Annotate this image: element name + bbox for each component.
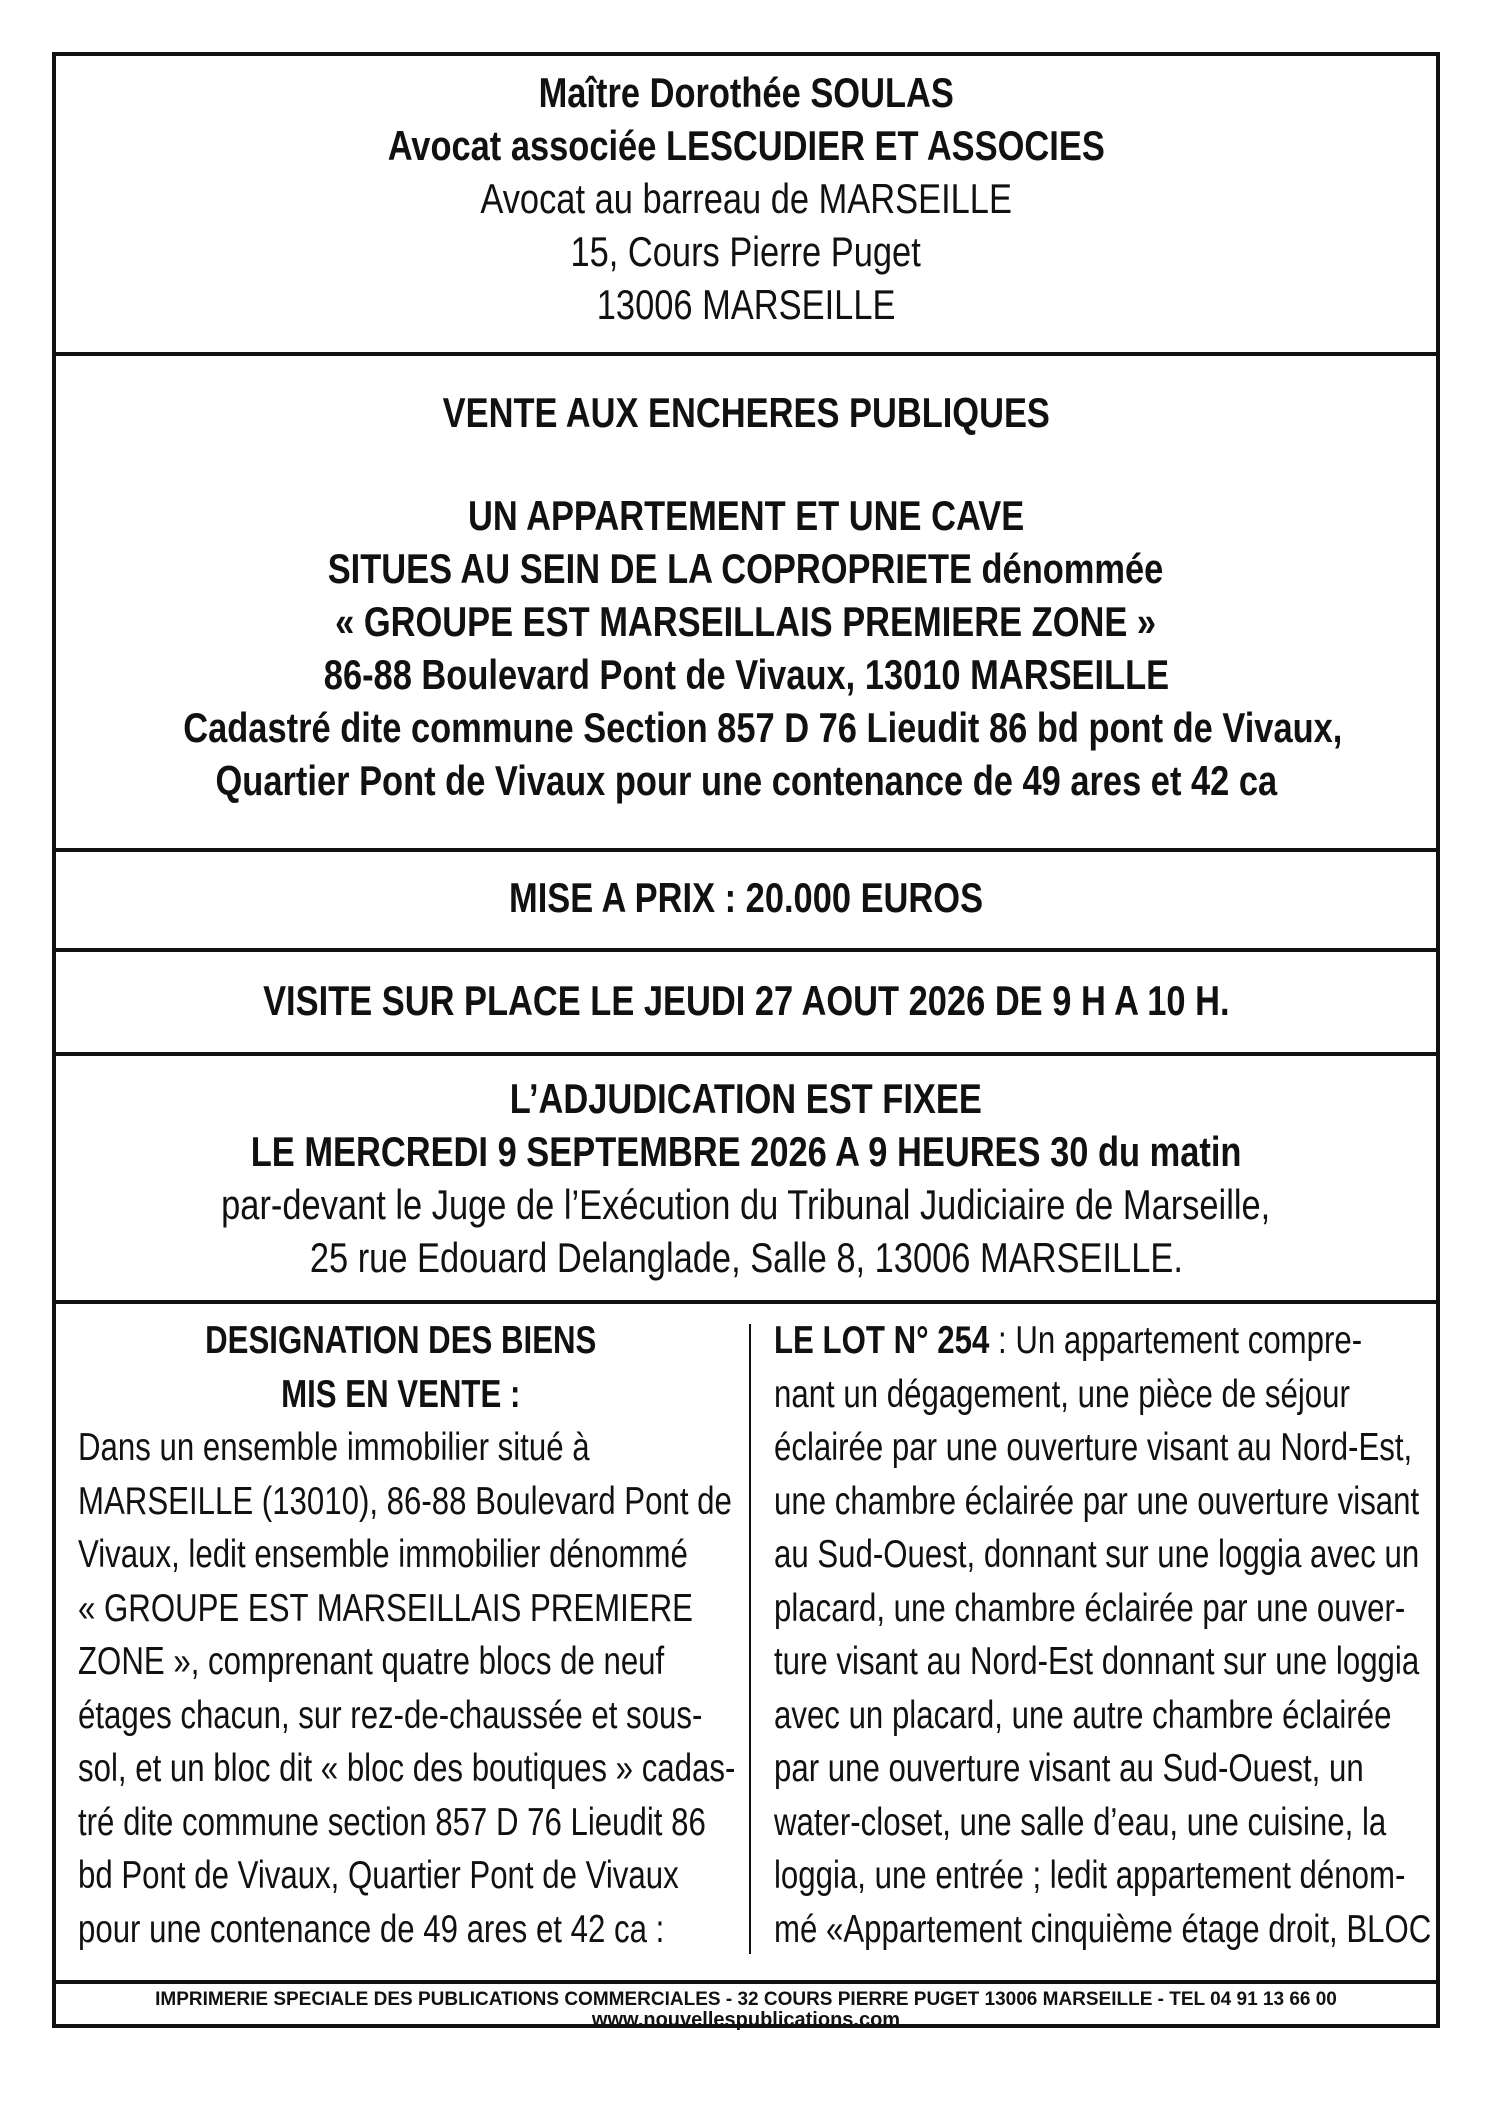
designation-line: étages chacun, sur rez-de-chaussée et sous- [78,1693,703,1737]
sale-line-5-text: Cadastré dite commune Section 857 D 76 Lieudit 86 bd pont de Vivaux, [183,704,1343,751]
visit-info-text: VISITE SUR PLACE LE JEUDI 27 AOUT 2026 DE 9 H A 10 H. [262,977,1230,1024]
designation-line: bd Pont de Vivaux, Quartier Pont de Vivaux [78,1854,679,1897]
lawyer-name [56,66,1436,119]
lawyer-city [56,278,1436,331]
adjudication-address [56,1231,1436,1284]
designation-line: « GROUPE EST MARSEILLAIS PREMIERE [78,1586,693,1630]
sale-line-6-text: Quartier Pont de Vivaux pour une contenance de 49 ares et 42 ca [215,757,1277,804]
lot-line: ture visant au Nord-Est donnant sur une loggia [774,1640,1420,1683]
sale-line-1-text: UN APPARTEMENT ET UNE CAVE [467,492,1025,539]
designation-heading-2-text: MIS EN VENTE : [281,1372,521,1416]
sale-line-5 [56,701,1436,754]
printer-info: IMPRIMERIE SPECIALE DES PUBLICATIONS COMMERCIALES - 32 COURS PIERRE PUGET 13006 MARSEILLE - TEL 04 91 13 66 00 [155,1989,1337,2010]
adjudication-date [56,1125,1436,1178]
designation-line: tré dite commune section 857 D 76 Lieudit 86 [78,1800,706,1844]
sale-line-1 [56,489,1436,542]
designation-heading-1-text: DESIGNATION DES BIENS [205,1319,597,1362]
lot-label: LE LOT N° 254 [774,1319,990,1362]
sale-line-6 [56,754,1436,807]
lot-first-line-rest: : Un appartement compre- [989,1319,1363,1362]
adjudication-court [56,1178,1436,1231]
lot-line: avec un placard, une autre chambre éclairée [774,1693,1392,1737]
designation-line: ZONE », comprenant quatre blocs de neuf [78,1640,665,1683]
lawyer-city-text: 13006 MARSEILLE [596,281,896,328]
sale-title [56,386,1436,439]
lot-line: au Sud-Ouest, donnant sur une loggia avec un [774,1533,1420,1576]
sale-line-3-text: « GROUPE EST MARSEILLAIS PREMIERE ZONE » [335,598,1157,645]
lot-line: loggia, une entrée ; ledit appartement dénom- [774,1854,1406,1897]
designation-line: MARSEILLE (13010), 86-88 Boulevard Pont de [78,1479,732,1523]
sale-line-3 [56,595,1436,648]
lawyer-firm-prefix: Avocat associée [387,122,666,169]
lawyer-header [56,56,1436,356]
designation-body [78,1421,736,1956]
lawyer-street-text: 15, Cours Pierre Puget [570,228,922,275]
footer [56,1984,1436,2031]
lawyer-firm-line [56,119,1436,172]
designation-last-line: pour une contenance de 49 ares et 42 ca : [78,1907,665,1951]
adjudication-section [56,1056,1436,1304]
lot-line: water-closet, une salle d’eau, une cuisine, la [774,1800,1387,1844]
lot-line: placard, une chambre éclairée par une ouver- [774,1586,1406,1630]
lot-body [774,1368,1432,1957]
sale-line-2 [56,542,1436,595]
sale-line-2-rest: dénommée [972,545,1164,592]
sale-title-text: VENTE AUX ENCHERES PUBLIQUES [442,389,1050,436]
lot-column [774,1314,1432,1956]
designation-column [78,1314,736,1956]
lot-line: une chambre éclairée par une ouverture visant [774,1479,1420,1523]
lawyer-bar [56,172,1436,225]
adjudication-date-bold: LE MERCREDI 9 SEPTEMBRE 2026 A 9 HEURES 30 [250,1128,1089,1175]
lawyer-firm: LESCUDIER ET ASSOCIES [665,122,1105,169]
designation-heading-2 [78,1368,724,1422]
visit-info [56,952,1436,1050]
sale-line-2-bold: SITUES AU SEIN DE LA COPROPRIETE [328,545,973,592]
adjudication-address-text: 25 rue Edouard Delanglade, Salle 8, 13006 MARSEILLE. [309,1234,1183,1281]
adjudication-court-text: par-devant le Juge de l’Exécution du Tribunal Judiciaire de Marseille, [221,1181,1271,1228]
designation-line: Dans un ensemble immobilier situé à [78,1426,590,1469]
adjudication-title-text: L’ADJUDICATION EST FIXEE [509,1075,983,1122]
lot-line: éclairée par une ouverture visant au Nord-Est, [774,1426,1413,1469]
lawyer-street [56,225,1436,278]
lot-line: mé «Appartement cinquième étage droit, BLOC [774,1907,1432,1951]
sale-line-4-text: 86-88 Boulevard Pont de Vivaux, 13010 MARSEILLE [323,651,1169,698]
sale-section [56,356,1436,852]
lawyer-bar-text: Avocat au barreau de MARSEILLE [480,175,1012,222]
lot-line: par une ouverture visant au Sud-Ouest, un [774,1747,1364,1790]
adjudication-date-rest: du matin [1088,1128,1242,1175]
adjudication-title [56,1072,1436,1125]
lot-line: nant un dégagement, une pièce de séjour [774,1372,1350,1416]
designation-line: sol, et un bloc dit « bloc des boutiques » cadas- [78,1747,736,1790]
designation-line: Vivaux, ledit ensemble immobilier dénommé [78,1533,688,1576]
designation-heading-1 [78,1314,724,1368]
column-divider [749,1324,751,1954]
sale-line-4 [56,648,1436,701]
price-section [56,852,1436,952]
visit-section [56,952,1436,1056]
lot-first-line [774,1314,1420,1368]
legal-notice-frame [52,52,1440,2031]
description-columns [56,1304,1436,1984]
starting-price [56,852,1436,944]
website-link[interactable]: www.nouvellespublications.com [591,2009,901,2031]
starting-price-text: MISE A PRIX : 20.000 EUROS [508,874,984,921]
lawyer-name-text: Maître Dorothée SOULAS [538,69,954,116]
